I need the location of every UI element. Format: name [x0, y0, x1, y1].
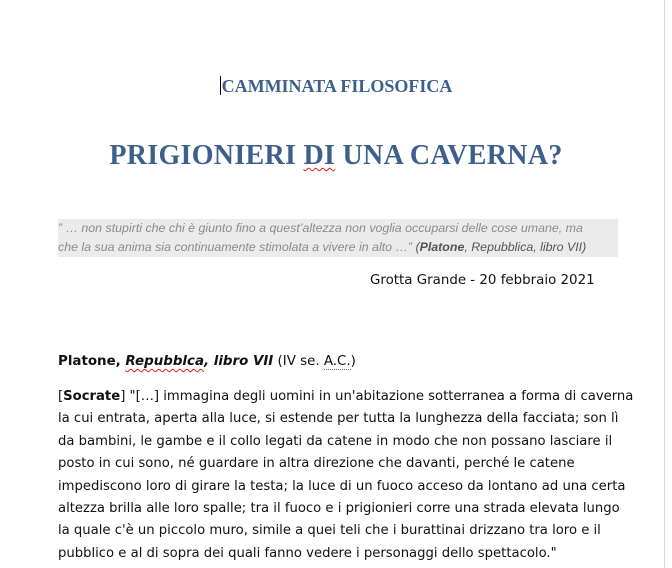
passage-body [58, 386, 658, 565]
quote-source-rest: , Repubblica, libro VII) [464, 240, 587, 254]
header-text: CAMMINATA FILOSOFICA [221, 76, 453, 96]
passage-line: posto in cui sono, né guardare in altra direzione che davanti, perché le catene [58, 456, 575, 472]
document-header [0, 76, 672, 97]
text-cursor [220, 76, 221, 95]
title-part-3: UNA CAVERNA? [335, 140, 563, 171]
passage-line: da bambini, le gambe e il collo legati da catene in modo che non possano lasciare il [58, 433, 613, 449]
quote-source-author: Platone [419, 240, 465, 254]
document-title [0, 140, 672, 172]
ref-author: Platone, [58, 354, 126, 369]
speaker-open: [ [58, 389, 64, 404]
ref-era: A.C. [323, 354, 351, 369]
speaker-close: ] [120, 389, 126, 404]
ref-era-pre: (IV se. [273, 354, 324, 369]
epigraph-quote [58, 219, 618, 257]
passage-line: la quale c'è un piccolo muro, simile a quei teli che i burattinai drizzano tra loro e il [58, 523, 601, 539]
ref-book: , libro VII [203, 354, 274, 369]
title-part-2-spellcheck: DI [303, 140, 336, 171]
quote-line-2: che la sua anima sia continuamente stimolata a vivere in alto …” [58, 240, 412, 254]
quote-line-1: ” … non stupirti che chi è giunto fino a quest’altezza non voglia occuparsi delle cose umane, ma [58, 221, 583, 235]
passage-line: impediscono loro di girare la testa; la luce di un fuoco acceso da lontano ad una certa [58, 478, 626, 494]
passage-line: pubblico e al di sopra dei quali fanno vedere i personaggi dello spettacolo." [58, 545, 557, 561]
dateline: Grotta Grande - 20 febbraio 2021 [370, 273, 595, 288]
ref-era-post: ) [350, 354, 356, 369]
title-part-1: PRIGIONIERI [109, 140, 304, 171]
passage-line: la cui entrata, aperta alla luce, si estende per tutta la lunghezza della facciata; son lì [58, 411, 619, 427]
reference-line [58, 354, 356, 369]
passage-line-1-text: "[…] immagina degli uomini in un'abitazione sotterranea a forma di caverna [125, 389, 634, 404]
passage-line-1 [58, 386, 658, 408]
speaker-name: Socrate [63, 389, 121, 404]
quote-source-open: ( [412, 240, 420, 254]
passage-line: altezza brilla alle loro spalle; tra il fuoco e i prigionieri corre una strada elevata lungo [58, 501, 620, 517]
quote-source [412, 240, 586, 254]
ref-work: Repubblca [125, 354, 204, 369]
